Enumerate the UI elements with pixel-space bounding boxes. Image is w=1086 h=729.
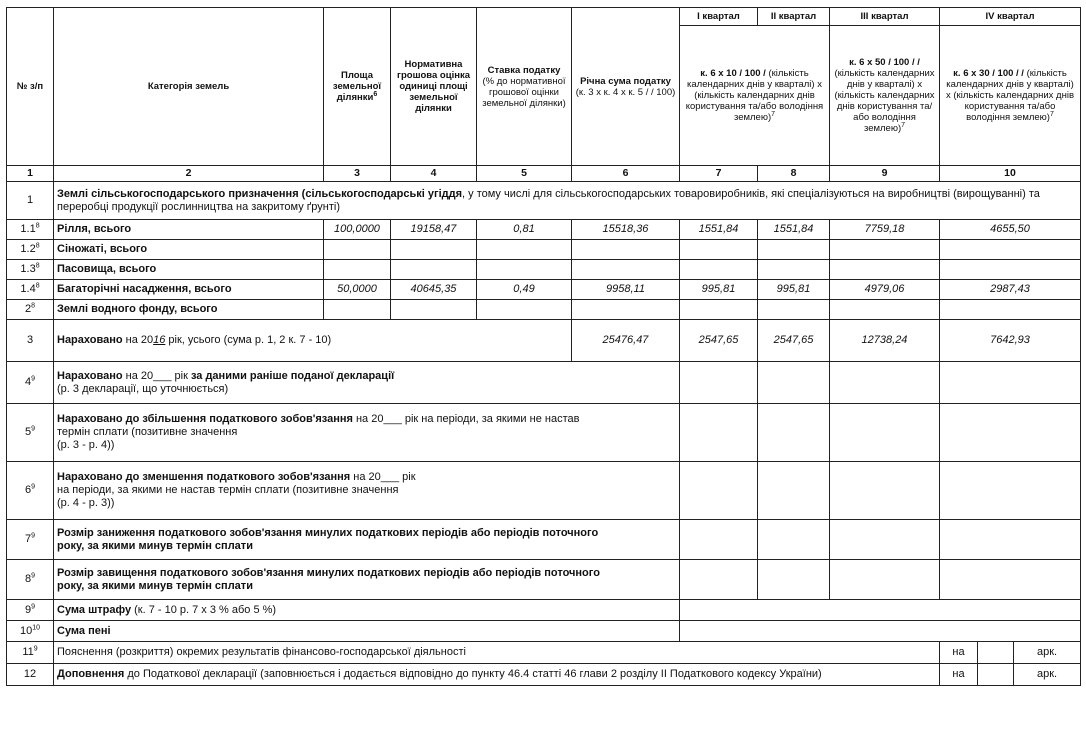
q1-value <box>680 240 758 260</box>
header-col-annual: Річна сума податку (к. 3 х к. 4 х к. 5 / / 100) <box>572 8 680 166</box>
table-row <box>7 560 1081 600</box>
table-row <box>7 220 1081 240</box>
row-1-label: Землі сільськогосподарського призначення (сільськогосподарські угіддя, у тому числі для сільськогосподарських товаровиробників, які спеціалізуються на виробництві (вирощуванні) та переробці продукції рослинництва на закритому ґрунті) <box>54 182 1081 220</box>
row-3-label: Нараховано на 2016 рік, усього (сума р. 1, 2 к. 7 - 10) <box>54 320 572 362</box>
row-4-label: Нараховано на 20___ рік за даними раніше поданої декларації (р. 3 декларації, що уточнюється) <box>54 362 680 404</box>
table-row <box>7 621 1081 642</box>
q4-value <box>940 300 1081 320</box>
area-value: 50,0000 <box>324 280 391 300</box>
norm-value <box>391 260 477 280</box>
table-row <box>7 520 1081 560</box>
q4-value <box>940 462 1081 520</box>
header-col-area: Площа земельної ділянки$^6$ <box>324 8 391 166</box>
q3-value <box>830 462 940 520</box>
row-index: $1.1^8$ <box>7 220 54 240</box>
header-q4-formula: к. 6 х 30 / 100 / / (кількість календарних днів у кварталі) х (кількість календарних днів користування та/або володіння землею)$^7$ <box>940 26 1081 166</box>
row-index: $8^9$ <box>7 560 54 600</box>
land-tax-declaration-table <box>6 7 1081 686</box>
q3-value <box>830 300 940 320</box>
row-index: $2^8$ <box>7 300 54 320</box>
q2-total-value: 2547,65 <box>758 320 830 362</box>
q4-value <box>940 520 1081 560</box>
annual-value: 15518,36 <box>572 220 680 240</box>
table-row <box>7 260 1081 280</box>
header-col-no: № з/п <box>7 8 54 166</box>
row-index: $9^9$ <box>7 600 54 621</box>
area-value <box>324 300 391 320</box>
annual-value <box>572 260 680 280</box>
q1-value <box>680 462 758 520</box>
table-row <box>7 462 1081 520</box>
row-label: Пасовища, всього <box>54 260 324 280</box>
q3-value <box>830 520 940 560</box>
q1-value: 1551,84 <box>680 220 758 240</box>
q4-value <box>940 260 1081 280</box>
q2-value <box>758 462 830 520</box>
rate-value: 0,81 <box>477 220 572 240</box>
q4-value: 4655,50 <box>940 220 1081 240</box>
table-row <box>7 280 1081 300</box>
table-row <box>7 600 1081 621</box>
area-value <box>324 260 391 280</box>
header-q3: ІІІ квартал <box>830 8 940 26</box>
row-index: $7^9$ <box>7 520 54 560</box>
row-index: $1.4^8$ <box>7 280 54 300</box>
q4-value <box>940 240 1081 260</box>
row-10-value <box>680 621 1081 642</box>
row-index: $10^{10}$ <box>7 621 54 642</box>
table-row <box>7 240 1081 260</box>
q2-value <box>758 300 830 320</box>
header-q3-formula: к. 6 х 50 / 100 / / (кількість календарних днів у кварталі) х (кількість календарних днів користування та/або володіння землею)$^7$ <box>830 26 940 166</box>
row-9-value <box>680 600 1081 621</box>
header-col-rate: Ставка податку (% до нормативної грошової оцінки земельної ділянки) <box>477 8 572 166</box>
norm-value <box>391 300 477 320</box>
norm-value <box>391 240 477 260</box>
q1-value <box>680 560 758 600</box>
annual-total-value: 25476,47 <box>572 320 680 362</box>
row-index: $5^9$ <box>7 404 54 462</box>
header-q4: ІV квартал <box>940 8 1081 26</box>
q3-value: 7759,18 <box>830 220 940 240</box>
row-12-label: Доповнення до Податкової декларації (заповнюється і додається відповідно до пункту 46.4 статті 46 глави 2 розділу ІІ Податкового кодексу України) <box>54 664 940 686</box>
sheet-count-field[interactable] <box>978 642 1014 664</box>
row-index: 12 <box>7 664 54 686</box>
q1-value <box>680 260 758 280</box>
col-number: 8 <box>758 166 830 182</box>
q2-value <box>758 240 830 260</box>
col-number: 3 <box>324 166 391 182</box>
row-6-label: Нараховано до зменшення податкового зобов'язання на 20___ рік на періоди, за якими не настав термін сплати (позитивне значення (р. 4 - р. 3)) <box>54 462 680 520</box>
sheet-count-field[interactable] <box>978 664 1014 686</box>
q1-value <box>680 362 758 404</box>
q3-value <box>830 404 940 462</box>
q4-value <box>940 362 1081 404</box>
col-number: 9 <box>830 166 940 182</box>
table-row <box>7 404 1081 462</box>
header-col-category: Категорія земель <box>54 8 324 166</box>
annual-value <box>572 240 680 260</box>
rate-value: 0,49 <box>477 280 572 300</box>
q2-value <box>758 260 830 280</box>
q1-total-value: 2547,65 <box>680 320 758 362</box>
header-col-norm: Нормативна грошова оцінка одиниці площі земельної ділянки <box>391 8 477 166</box>
table-row <box>7 320 1081 362</box>
col-number: 6 <box>572 166 680 182</box>
row-7-label: Розмір заниження податкового зобов'язання минулих податкових періодів або періодів поточного року, за якими минув термін сплати <box>54 520 680 560</box>
row-index: $11^9$ <box>7 642 54 664</box>
row-label: Рілля, всього <box>54 220 324 240</box>
row-index: $1.2^8$ <box>7 240 54 260</box>
q1-value <box>680 404 758 462</box>
norm-value: 19158,47 <box>391 220 477 240</box>
area-value: 100,0000 <box>324 220 391 240</box>
row-label: Землі водного фонду, всього <box>54 300 324 320</box>
row-index: $4^9$ <box>7 362 54 404</box>
row-index: 1 <box>7 182 54 220</box>
annual-value <box>572 300 680 320</box>
norm-value: 40645,35 <box>391 280 477 300</box>
q4-value <box>940 404 1081 462</box>
row-8-label: Розмір завищення податкового зобов'язання минулих податкових періодів або періодів поточного року, за якими минув термін сплати <box>54 560 680 600</box>
table-row <box>7 642 1081 664</box>
q1-value <box>680 300 758 320</box>
header-q2: ІІ квартал <box>758 8 830 26</box>
annual-value: 9958,11 <box>572 280 680 300</box>
header-q1: І квартал <box>680 8 758 26</box>
q3-value <box>830 560 940 600</box>
q3-value <box>830 362 940 404</box>
sheets-label: арк. <box>1014 664 1081 686</box>
area-value <box>324 240 391 260</box>
q1-value <box>680 520 758 560</box>
q2-value <box>758 362 830 404</box>
rate-value <box>477 260 572 280</box>
row-label: Багаторічні насадження, всього <box>54 280 324 300</box>
row-label: Сіножаті, всього <box>54 240 324 260</box>
table-row <box>7 664 1081 686</box>
q4-total-value: 7642,93 <box>940 320 1081 362</box>
q4-value <box>940 560 1081 600</box>
row-5-label: Нараховано до збільшення податкового зобов'язання на 20___ рік на періоди, за якими не настав термін сплати (позитивне значення (р. 3 - р. 4)) <box>54 404 680 462</box>
q3-total-value: 12738,24 <box>830 320 940 362</box>
col-number: 2 <box>54 166 324 182</box>
rate-value <box>477 240 572 260</box>
q4-value: 2987,43 <box>940 280 1081 300</box>
col-number: 5 <box>477 166 572 182</box>
table-row <box>7 300 1081 320</box>
q3-value <box>830 260 940 280</box>
col-number: 7 <box>680 166 758 182</box>
q3-value: 4979,06 <box>830 280 940 300</box>
row-index: 3 <box>7 320 54 362</box>
rate-value <box>477 300 572 320</box>
q1-value: 995,81 <box>680 280 758 300</box>
q2-value <box>758 520 830 560</box>
q2-value <box>758 404 830 462</box>
header-q12-formula: к. 6 х 10 / 100 / (кількість календарних днів у кварталі) х (кількість календарних днів користування та/або володіння землею)$^7$ <box>680 26 830 166</box>
q2-value: 995,81 <box>758 280 830 300</box>
row-9-label: Сума штрафу (к. 7 - 10 р. 7 х 3 % або 5 %) <box>54 600 680 621</box>
col-number: 10 <box>940 166 1081 182</box>
q2-value <box>758 560 830 600</box>
row-11-label: Пояснення (розкриття) окремих результатів фінансово-господарської діяльності <box>54 642 940 664</box>
row-index: $1.3^8$ <box>7 260 54 280</box>
q3-value <box>830 240 940 260</box>
col-number: 4 <box>391 166 477 182</box>
table-row <box>7 362 1081 404</box>
on-label: на <box>940 642 978 664</box>
row-10-label: Сума пені <box>54 621 680 642</box>
sheets-label: арк. <box>1014 642 1081 664</box>
q2-value: 1551,84 <box>758 220 830 240</box>
row-index: $6^9$ <box>7 462 54 520</box>
col-number: 1 <box>7 166 54 182</box>
on-label: на <box>940 664 978 686</box>
